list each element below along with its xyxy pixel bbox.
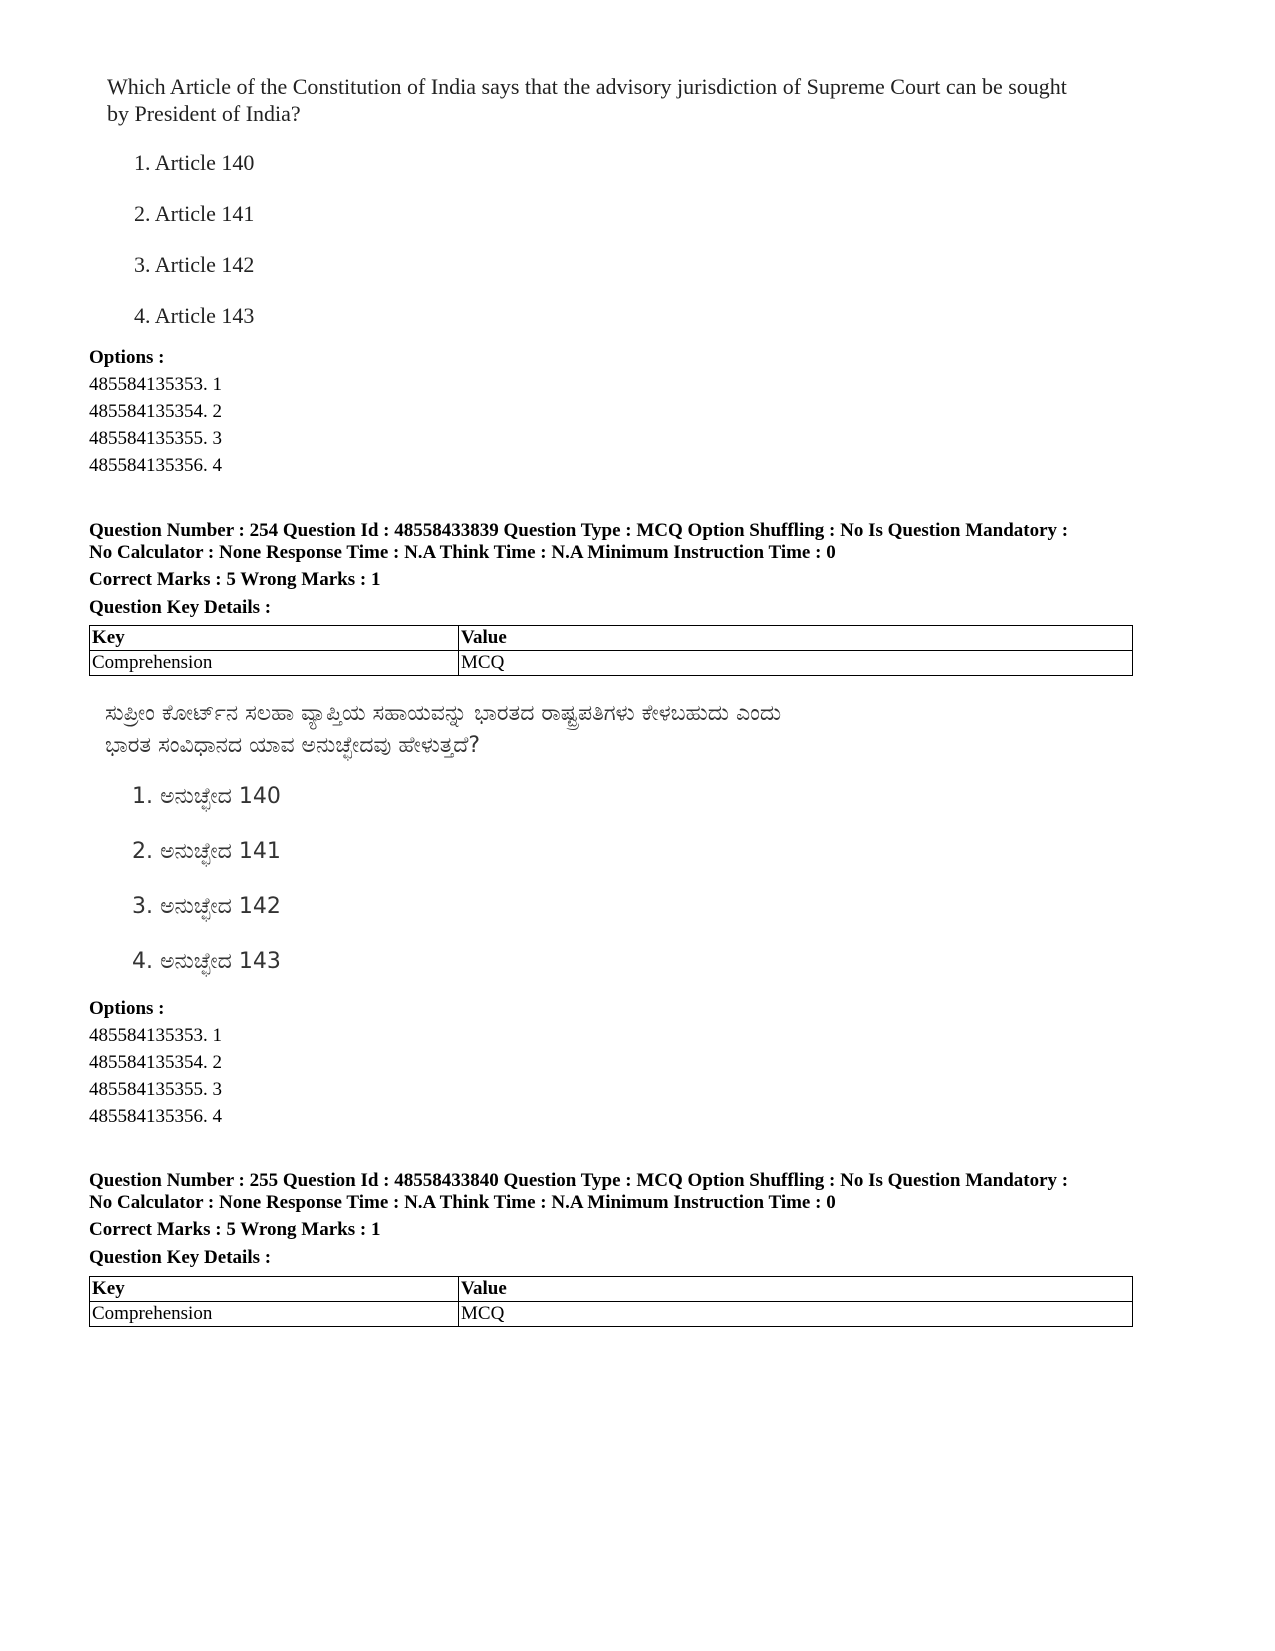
options-label: Options : xyxy=(89,998,165,1019)
key-details-table xyxy=(89,625,1133,676)
option-id: 485584135355. 3 xyxy=(89,1079,222,1100)
choice-3: 3. Article 142 xyxy=(134,252,255,277)
table-row xyxy=(90,1302,1133,1327)
option-id: 485584135354. 2 xyxy=(89,401,222,422)
question-meta-line: Question Number : 254 Question Id : 48558433839 Question Type : MCQ Option Shuffling : No Is Question Mandatory : xyxy=(89,520,1069,541)
question-meta-line: No Calculator : None Response Time : N.A Think Time : N.A Minimum Instruction Time : 0 xyxy=(89,542,836,563)
key-details-table xyxy=(89,1276,1133,1327)
question-text-line: ಸುಪ್ರೀಂ ಕೋರ್ಟ್‌ನ ಸಲಹಾ ವ್ಯಾಪ್ತಿಯ ಸಹಾಯವನ್ನು ಭಾರತದ ರಾಷ್ಟ್ರಪತಿಗಳು ಕೇಳಬಹುದು ಎಂದು xyxy=(105,701,782,726)
option-id: 485584135353. 1 xyxy=(89,374,222,395)
choice-4: 4. Article 143 xyxy=(134,303,255,328)
question-text xyxy=(107,73,1067,127)
question-text-line: ಭಾರತ ಸಂವಿಧಾನದ ಯಾವ ಅನುಚ್ಛೇದವು ಹೇಳುತ್ತದೆ? xyxy=(105,733,481,758)
table-header-row xyxy=(90,1277,1133,1302)
key-details-label: Question Key Details : xyxy=(89,597,272,618)
option-id: 485584135355. 3 xyxy=(89,428,222,449)
table-row xyxy=(90,651,1133,676)
marks: Correct Marks : 5 Wrong Marks : 1 xyxy=(89,569,381,590)
choice-1: 1. ಅನುಚ್ಛೇದ 140 xyxy=(132,784,281,809)
key-header: Key xyxy=(90,626,459,651)
table-header-row xyxy=(90,626,1133,651)
question-meta-line: Question Number : 255 Question Id : 48558433840 Question Type : MCQ Option Shuffling : No Is Question Mandatory : xyxy=(89,1170,1069,1191)
choice-2: 2. ಅನುಚ್ಛೇದ 141 xyxy=(132,839,281,864)
option-id: 485584135356. 4 xyxy=(89,1106,222,1127)
options-label: Options : xyxy=(89,347,165,368)
value-cell: MCQ xyxy=(459,651,1133,676)
value-header: Value xyxy=(459,626,1133,651)
option-id: 485584135354. 2 xyxy=(89,1052,222,1073)
choice-1: 1. Article 140 xyxy=(134,150,255,175)
question-text-line: Which Article of the Constitution of India says that the advisory jurisdiction of Supreme Court can be sought xyxy=(107,74,1067,99)
key-header: Key xyxy=(90,1277,459,1302)
question-meta-line: No Calculator : None Response Time : N.A Think Time : N.A Minimum Instruction Time : 0 xyxy=(89,1192,836,1213)
key-cell: Comprehension xyxy=(90,1302,459,1327)
choice-4: 4. ಅನುಚ್ಛೇದ 143 xyxy=(132,949,281,974)
choice-2: 2. Article 141 xyxy=(134,201,255,226)
question-text-line: by President of India? xyxy=(107,101,301,126)
question-text-kannada xyxy=(105,698,781,762)
key-details-label: Question Key Details : xyxy=(89,1247,272,1268)
value-header: Value xyxy=(459,1277,1133,1302)
choice-3: 3. ಅನುಚ್ಛೇದ 142 xyxy=(132,894,281,919)
option-id: 485584135356. 4 xyxy=(89,455,222,476)
question-meta xyxy=(89,1170,1068,1214)
value-cell: MCQ xyxy=(459,1302,1133,1327)
marks: Correct Marks : 5 Wrong Marks : 1 xyxy=(89,1219,381,1240)
question-meta xyxy=(89,520,1068,564)
option-id: 485584135353. 1 xyxy=(89,1025,222,1046)
key-cell: Comprehension xyxy=(90,651,459,676)
